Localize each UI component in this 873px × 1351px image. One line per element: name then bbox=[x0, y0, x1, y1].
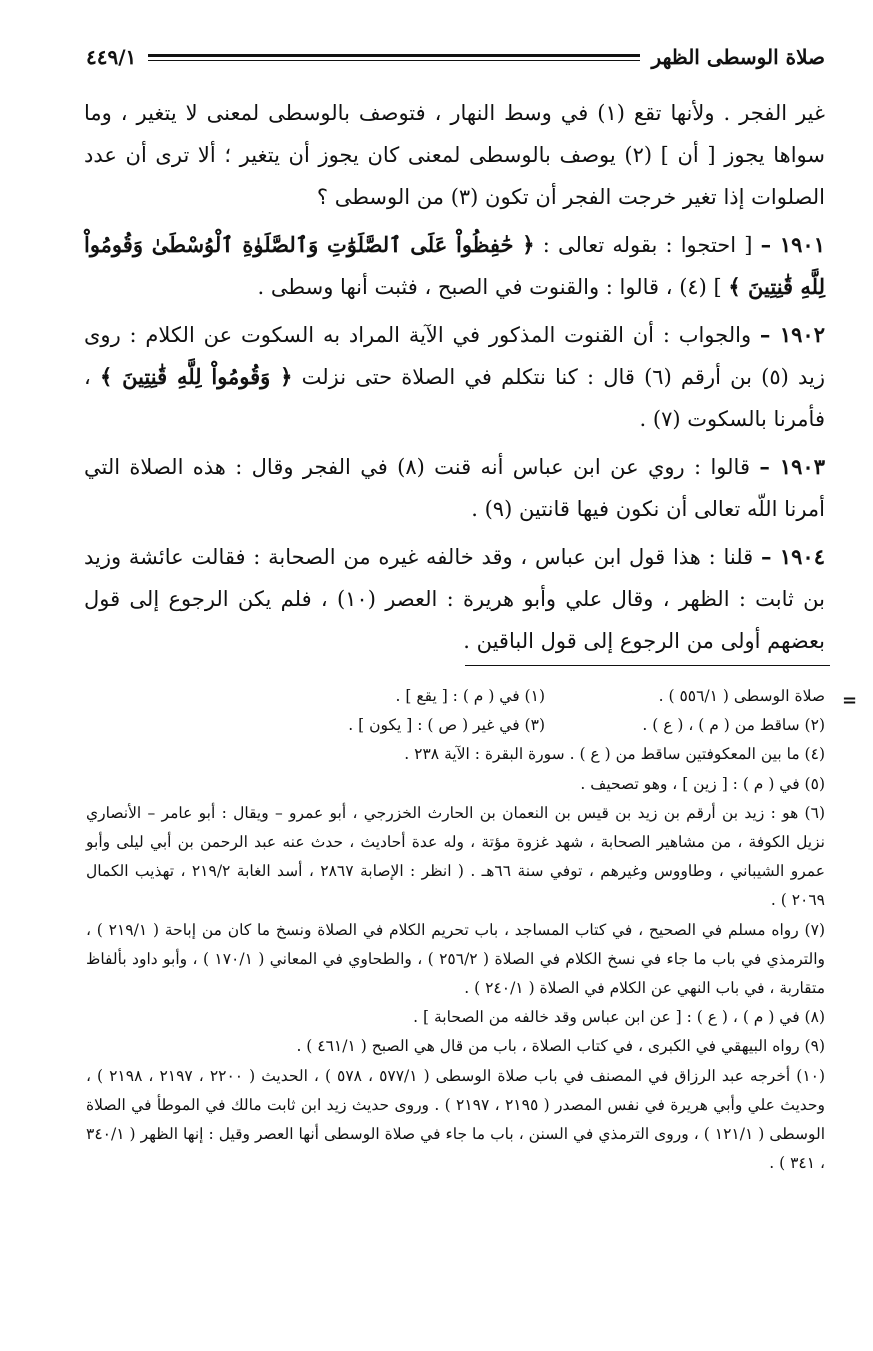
paragraph-number: ١٩٠٤ – bbox=[760, 544, 825, 569]
paragraph-number: ١٩٠١ – bbox=[760, 232, 825, 257]
footnote: (١٠) أخرجه عبد الرزاق في المصنف في باب صلاة الوسطى ( ٥٧٧/١ ، ٥٧٨ ) ، الحديث ( ٢٢٠٠ ، ٢١٩٧ ، ٢١٩٨ ) ، وحديث علي وأبي هريرة في نفس المصدر ( ٢١٩٥ ، ٢١٩٧ ) . وروى حديث زيد ابن ثابت مالك في الموطأ في الصلاة الوسطى ( ١٢١/١ ) ، وروى الترمذي في السنن ، باب ما جاء في صلاة الوسطى أنها العصر وقيل : إنها الظهر ( ٣٤٠/١ ، ٣٤١ ) . bbox=[86, 1066, 826, 1173]
running-header bbox=[86, 40, 825, 74]
paragraph-number: ١٩٠٢ – bbox=[759, 322, 825, 347]
paragraph-number: ١٩٠٣ – bbox=[759, 454, 825, 479]
paragraph-text: ، فأمرنا بالسكوت (٧) . bbox=[84, 365, 825, 431]
footnote: (٥) في ( م ) : [ زين ] ، وهو تصحيف . bbox=[580, 774, 825, 793]
header-title: صلاة الوسطى الظهر bbox=[651, 45, 825, 69]
paragraph-text: والجواب : أن القنوت المذكور في الآية المراد به السكوت عن الكلام : روى زيد (٥) بن أرقم (٦) قال : كنا نتكلم في الصلاة حتى نزلت bbox=[84, 323, 825, 389]
paragraph-1903 bbox=[84, 446, 825, 530]
paragraph-1901 bbox=[84, 224, 825, 308]
footnote: (٩) رواه البيهقي في الكبرى ، في كتاب الصلاة ، باب من قال هي الصبح ( ٤٦١/١ ) . bbox=[296, 1037, 825, 1056]
paragraph-1904 bbox=[84, 536, 825, 662]
footnote-row bbox=[86, 682, 825, 711]
footnote-separator bbox=[465, 665, 830, 666]
footnote-row bbox=[86, 711, 825, 740]
paragraph-text: [ احتجوا : بقوله تعالى : bbox=[542, 233, 753, 257]
footnote: (٤) ما بين المعكوفتين ساقط من ( ع ) . سورة البقرة : الآية ٢٣٨ . bbox=[404, 745, 825, 764]
main-text bbox=[84, 92, 825, 662]
footnote: (١) في ( م ) : [ يقع ] . bbox=[395, 687, 545, 705]
quran-verse: ﴿ حَٰفِظُواْ عَلَى ٱلصَّلَوَٰتِ وَٱلصَّلَوٰةِ ٱلْوُسْطَىٰ وَقُومُواْ لِلَّهِ قَٰنِتِينَ ﴾ bbox=[84, 232, 825, 299]
quran-verse: ﴿ وَقُومُواْ لِلَّهِ قَٰنِتِينَ ﴾ bbox=[99, 364, 293, 389]
footnote: صلاة الوسطى ( ٥٥٦/١ ) . bbox=[658, 687, 825, 705]
header-rule bbox=[148, 54, 639, 61]
footnote: (٦) هو : زيد بن أرقم بن زيد بن قيس بن النعمان بن الحارث الخزرجي ، أبو عمرو – ويقال : أبو عامر – الأنصاري نزيل الكوفة ، من مشاهير الصحابة ، شهد غزوة مؤتة ، وله عدة أحاديث ، حدث عنه عبد الرحمن بن أبي ليلى وأبو عمرو الشيباني ، وطاووس وغيرهم ، توفي سنة ٦٦هـ . ( انظر : الإصابة ٢٨٦٧ ، أسد الغابة ٢١٩/٢ ، تهذيب الكمال ٢٠٦٩ ) . bbox=[86, 803, 826, 910]
paragraph-1902 bbox=[84, 314, 825, 440]
paragraph-text: قلنا : هذا قول ابن عباس ، وقد خالفه غيره من الصحابة : فقالت عائشة وزيد بن ثابت : الظهر ، وقال علي وأبو هريرة : العصر (١٠) ، فلم يكن الرجوع إلى قول بعضهم أولى من الرجوع إلى قول الباقين . bbox=[84, 545, 826, 653]
footnote: (٣) في غير ( ص ) : [ يكون ] . bbox=[348, 716, 545, 735]
footnote: (٨) في ( م ) ، ( ع ) : [ عن ابن عباس وقد خالفه من الصحابة ] . bbox=[413, 1008, 825, 1027]
continuation-marker: = bbox=[842, 690, 858, 711]
footnote: (٧) رواه مسلم في الصحيح ، في كتاب المساجد ، باب تحريم الكلام في الصلاة ونسخ ما كان من إباحة ( ٢١٩/١ ) ، والترمذي في باب ما جاء في نسخ الكلام في الصلاة ( ٢٥٦/٢ ) ، والطحاوي في المعاني ( ١٧٠/١ ) ، وأبو داود بألفاظ متقاربة ، في باب النهي عن الكلام في الصلاة ( ٢٤٠/١ ) . bbox=[86, 920, 825, 998]
paragraph-text: ] (٤) ، قالوا : والقنوت في الصبح ، فثبت أنها وسطى . bbox=[257, 275, 722, 299]
paragraph-text: قالوا : روي عن ابن عباس أنه قنت (٨) في الفجر وقال : هذه الصلاة التي أمرنا اللّه تعالى أن نكون فيها قانتين (٩) . bbox=[84, 455, 825, 521]
footnotes bbox=[86, 682, 825, 1178]
page-number: ٤٤٩/١ bbox=[86, 45, 137, 69]
intro-paragraph: غير الفجر . ولأنها تقع (١) في وسط النهار ، فتوصف بالوسطى لمعنى لا يتغير ، وما سواها يجوز [ أن ] (٢) يوصف بالوسطى لمعنى كان يجوز أن يتغير ؛ ألا ترى أن عدد الصلوات إذا تغير خرجت الفجر أن تكون (٣) من الوسطى ؟ bbox=[84, 101, 825, 209]
footnote: (٢) ساقط من ( م ) ، ( ع ) . bbox=[642, 716, 825, 735]
